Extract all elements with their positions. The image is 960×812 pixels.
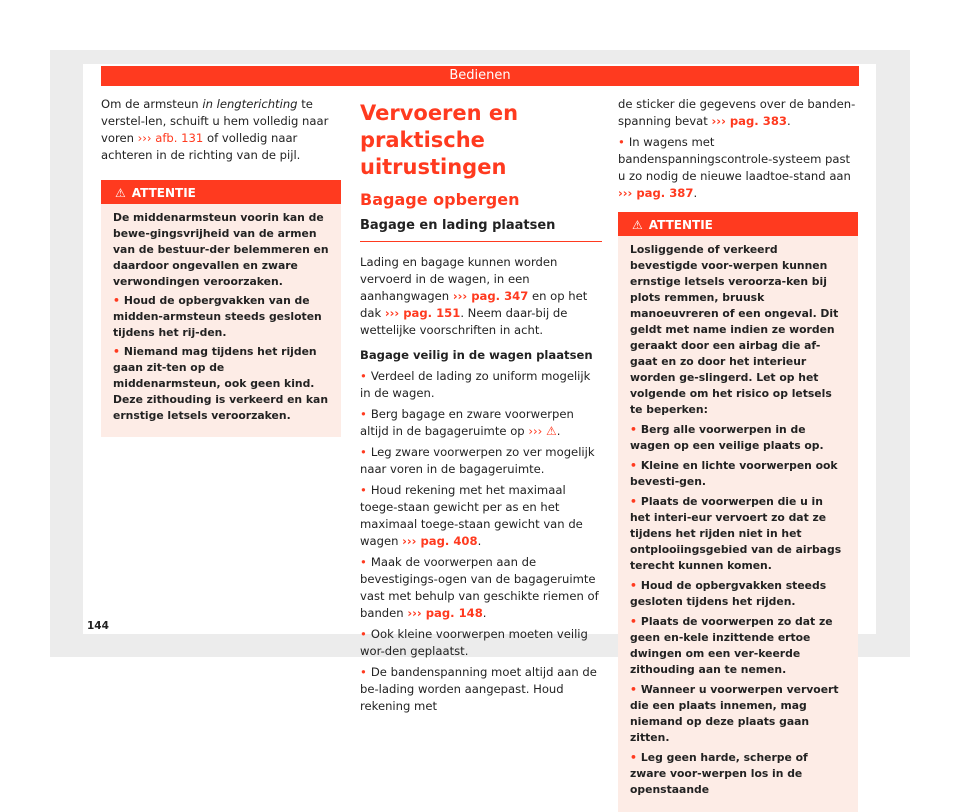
warning-lead: Losliggende of verkeerd bevestigde voor-werpen kunnen ernstige letsels veroorza-ken bij plots remmen, bruusk manoeuvreren of een ongeval. Dit geldt met name indien ze worden geraakt door een airbag die af-gaat en zo door het interieur worden ge-slingerd. Let op het volgende om het risico op letsels te beperken: bbox=[630, 243, 839, 416]
list-item: • Verdeel de lading zo uniform mogelijk in de wagen. bbox=[360, 368, 602, 402]
page-ref-link[interactable]: ››› pag. 408 bbox=[402, 534, 478, 548]
list-item: • De bandenspanning moet altijd aan de be-lading worden aangepast. Houd rekening met bbox=[360, 664, 602, 715]
page-ref-link[interactable]: ››› pag. 383 bbox=[711, 114, 787, 128]
figure-ref-link[interactable]: afb. 131 bbox=[155, 131, 204, 145]
arrow-icon: ››› bbox=[528, 424, 543, 438]
bold-subheading: Bagage veilig in de wagen plaatsen bbox=[360, 348, 593, 362]
intro-paragraph: Lading en bagage kunnen worden vervoerd in de wagen, in een aanhangwagen ››› pag. 347 en op het dak ››› pag. 151. Neem daar-bij de wettelijke voorschriften in acht. bbox=[360, 255, 588, 337]
list-item: • Berg bagage en zware voorwerpen altijd in de bagageruimte op ››› ⚠. bbox=[360, 406, 602, 440]
page-ref-link[interactable]: ››› pag. 387 bbox=[618, 186, 694, 200]
warning-item: • Leg geen harde, scherpe of zware voor-werpen los in de openstaande bbox=[630, 750, 846, 798]
warning-box bbox=[618, 212, 858, 812]
section-header: Bedienen bbox=[101, 66, 859, 86]
column-middle bbox=[360, 100, 602, 719]
list-item: • Houd rekening met het maximaal toege-staan gewicht per as en het maximaal toege-staan gewicht van de wagen ››› pag. 408. bbox=[360, 482, 602, 550]
warning-item: • Plaats de voorwerpen zo dat ze geen en-kele inzittende ertoe dwingen om een ver-keerde zithouding aan te nemen. bbox=[630, 614, 846, 678]
warning-header: ⚠ ATTENTIE bbox=[618, 214, 858, 236]
warning-body bbox=[618, 236, 858, 812]
warning-item: • Plaats de voorwerpen die u in het interi-eur vervoert zo dat ze tijdens het rijden niet in het ontplooiingsgebied van de airbags terecht kunnen komen. bbox=[630, 494, 846, 574]
armrest-instructions: Om de armsteun in lengterichting te verstel-len, schuift u hem volledig naar voren ››› afb. 131 of volledig naar achteren in de richting van de pijl. bbox=[101, 97, 329, 162]
warning-item: • Berg alle voorwerpen in de wagen op een veilige plaats op. bbox=[630, 422, 846, 454]
arrow-icon: ››› bbox=[137, 131, 152, 145]
tire-sticker-paragraph: de sticker die gegevens over de banden-spanning bevat ››› pag. 383. bbox=[618, 97, 856, 128]
page-ref-link[interactable]: ››› pag. 148 bbox=[407, 606, 483, 620]
warning-lead: De middenarmsteun voorin kan de bewe-gingsvrijheid van de armen van de bestuur-der belemmeren en daardoor ongevallen en zware verwondingen veroorzaken. bbox=[113, 211, 329, 288]
subsection-title: Bagage en lading plaatsen bbox=[360, 217, 602, 242]
list-item: • Ook kleine voorwerpen moeten veilig wor-den geplaatst. bbox=[360, 626, 602, 660]
column-right bbox=[618, 96, 858, 812]
warning-item: • Houd de opbergvakken steeds gesloten tijdens het rijden. bbox=[630, 578, 846, 610]
page-ref-link[interactable]: ››› pag. 347 bbox=[452, 289, 529, 303]
warning-item: • Kleine en lichte voorwerpen ook bevesti-gen. bbox=[630, 458, 846, 490]
warning-item: • Niemand mag tijdens het rijden gaan zit-ten op de middenarmsteun, ook geen kind. Deze zithouding is verkeerd en kan ernstige letsels veroorzaken. bbox=[113, 344, 329, 424]
section-title: Bagage opbergen bbox=[360, 190, 520, 209]
warning-triangle-icon[interactable]: ⚠ bbox=[545, 424, 557, 438]
warning-item: • Wanneer u voorwerpen vervoert die een plaats innemen, mag niemand op deze plaats gaan zitten. bbox=[630, 682, 846, 746]
chapter-title: Vervoeren en praktische uitrustingen bbox=[360, 101, 519, 179]
page-ref-link[interactable]: ››› pag. 151 bbox=[384, 306, 461, 320]
list-item: • In wagens met bandenspanningscontrole-systeem past u zo nodig de nieuwe laadtoe-stand aan ››› pag. 387. bbox=[618, 134, 858, 202]
list-item: • Maak de voorwerpen aan de bevestigings-ogen van de bagageruimte vast met behulp van geschikte riemen of banden ››› pag. 148. bbox=[360, 554, 602, 622]
warning-body bbox=[101, 204, 341, 437]
warning-item: • Houd de opbergvakken van de midden-armsteun steeds gesloten tijdens het rij-den. bbox=[113, 293, 329, 341]
column-left bbox=[101, 96, 341, 437]
warning-triangle-icon: ⚠ bbox=[115, 186, 126, 200]
list-item: • Leg zware voorwerpen zo ver mogelijk naar voren in de bagageruimte. bbox=[360, 444, 602, 478]
warning-triangle-icon: ⚠ bbox=[632, 218, 643, 232]
page-number: 144 bbox=[87, 620, 109, 632]
warning-box bbox=[101, 180, 341, 437]
warning-header: ⚠ ATTENTIE bbox=[101, 182, 341, 204]
